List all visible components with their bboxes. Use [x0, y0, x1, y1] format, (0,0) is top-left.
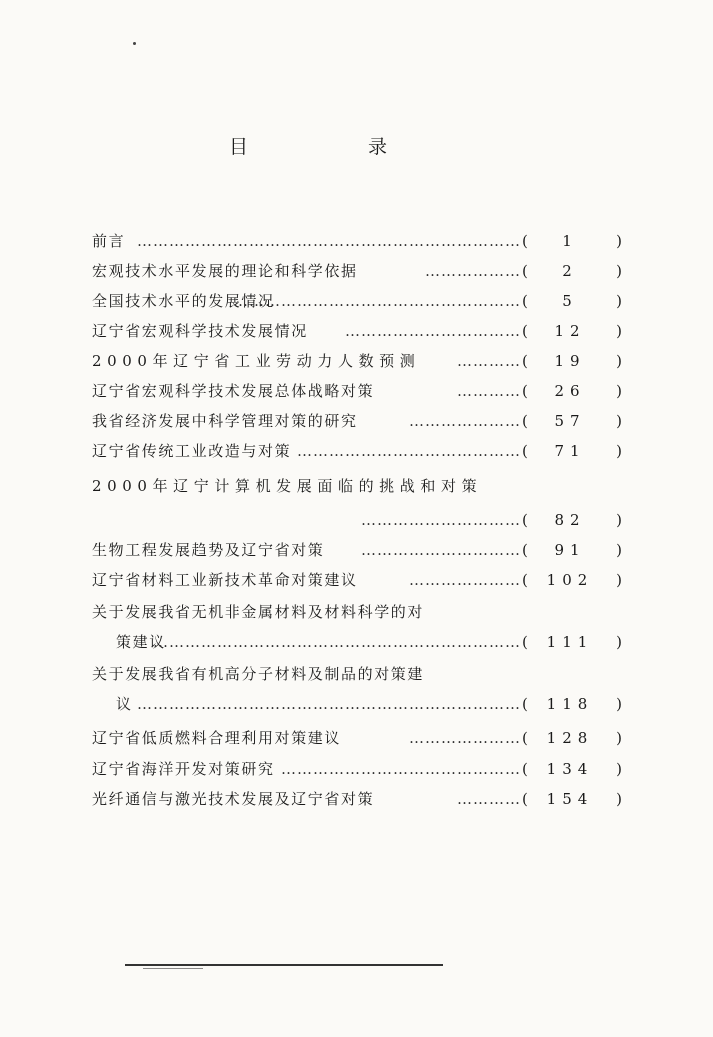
toc-page-ref: ( 91 ) [522, 538, 622, 562]
toc-page-ref: ( 118 ) [522, 692, 622, 716]
leader-dots: ……………… [425, 262, 521, 280]
toc-page-number: 5 [562, 292, 578, 310]
toc-entry-title-cont: 议 [116, 695, 133, 713]
leader-dots: ………… [457, 790, 521, 808]
leader-dots: ……………………………………………………………… [137, 695, 521, 713]
toc-entry-title-cont: 策建议 [116, 633, 166, 651]
toc-entry[interactable] [92, 787, 622, 811]
toc-page-number: 71 [554, 442, 586, 460]
toc-entry-title: 关于发展我省无机非金属材料及材料科学的对 [92, 603, 425, 621]
toc-page-number: 154 [546, 790, 594, 808]
toc-entry[interactable] [92, 379, 622, 403]
toc-entry-title: 关于发展我省有机高分子材料及制品的对策建 [92, 665, 425, 683]
toc-entry-title: 我省经济发展中科学管理对策的研究 [92, 412, 358, 430]
toc-entry[interactable] [92, 409, 622, 433]
leader-dots: ……………………………………………… [233, 292, 521, 310]
toc-page-number: 128 [546, 729, 594, 747]
toc-page-ref: ( 2 ) [522, 259, 622, 283]
toc-page-number: 102 [546, 571, 594, 589]
toc-page-number: 19 [554, 352, 586, 370]
toc-entry[interactable] [92, 538, 622, 562]
toc-page-ref: ( 19 ) [522, 349, 622, 373]
toc-entry-title: 前言 [92, 232, 126, 250]
toc-page-number: 134 [546, 760, 594, 778]
toc-entry-title: 辽宁省传统工业改造与对策 [92, 442, 292, 460]
toc-entry-title: 生物工程发展趋势及辽宁省对策 [92, 541, 325, 559]
toc-entry-title: 宏观技术水平发展的理论和科学依据 [92, 262, 358, 280]
toc-page-ref: ( 5 ) [522, 289, 622, 313]
toc-entry-line1[interactable] [92, 474, 622, 498]
leader-dots: ………………………… [361, 541, 521, 559]
toc-page-number: 118 [546, 695, 594, 713]
leader-dots: …………………………… [345, 322, 521, 340]
toc-page-ref: ( 82 ) [522, 508, 622, 532]
leader-dots: ………………… [409, 729, 521, 747]
toc-entry-line1[interactable] [92, 600, 622, 624]
toc-entry[interactable] [92, 757, 622, 781]
toc-page-number: 91 [554, 541, 586, 559]
toc-entry[interactable] [92, 259, 622, 283]
toc-page-ref: ( 26 ) [522, 379, 622, 403]
toc-page-ref: ( 111 ) [522, 630, 622, 654]
footer-rule-shadow [143, 968, 203, 969]
toc-entry-title: 2000年辽宁计算机发展面临的挑战和对策 [92, 477, 483, 495]
title-right-char: 录 [368, 136, 389, 158]
toc-entry-line2[interactable] [92, 692, 622, 716]
leader-dots: ……………………………………… [281, 760, 521, 778]
toc-entry-title: 全国技术水平的发展情况 [92, 292, 275, 310]
toc-entry[interactable] [92, 349, 622, 373]
toc-page-number: 57 [554, 412, 586, 430]
toc-entry-title: 辽宁省宏观科学技术发展情况 [92, 322, 308, 340]
toc-page-number: 2 [562, 262, 578, 280]
paper-speck [133, 42, 136, 45]
toc-entry-line2[interactable] [92, 508, 622, 532]
toc-page-number: 82 [554, 511, 586, 529]
leader-dots: ……………………………………………………………… [137, 232, 521, 250]
toc-entry[interactable] [92, 289, 622, 313]
toc-entry-line1[interactable] [92, 662, 622, 686]
page-title [0, 132, 713, 166]
leader-dots: …………………………………… [297, 442, 521, 460]
leader-dots: ………………… [409, 412, 521, 430]
toc-page-number: 1 [562, 232, 578, 250]
toc-entry[interactable] [92, 319, 622, 343]
toc-page-ref: ( 57 ) [522, 409, 622, 433]
toc-entry-title: 辽宁省海洋开发对策研究 [92, 760, 275, 778]
toc-entry[interactable] [92, 726, 622, 750]
toc-page-ref: ( 134 ) [522, 757, 622, 781]
toc-entry-line2[interactable] [92, 630, 622, 654]
footer-rule [125, 964, 443, 966]
toc-entry-title: 光纤通信与激光技术发展及辽宁省对策 [92, 790, 375, 808]
toc-page-ref: ( 102 ) [522, 568, 622, 592]
title-left-char: 目 [229, 136, 250, 158]
toc-page-ref: ( 12 ) [522, 319, 622, 343]
toc-entry[interactable] [92, 568, 622, 592]
toc-entry-title: 2000年辽宁省工业劳动力人数预测 [92, 352, 421, 370]
toc-entry[interactable] [92, 229, 622, 253]
leader-dots: …………………………………………………………… [153, 633, 521, 651]
toc-entry-title: 辽宁省宏观科学技术发展总体战略对策 [92, 382, 375, 400]
toc-page-number: 26 [554, 382, 586, 400]
toc-entry-title: 辽宁省材料工业新技术革命对策建议 [92, 571, 358, 589]
leader-dots: ………… [457, 352, 521, 370]
toc-page-number: 12 [554, 322, 586, 340]
toc-entry[interactable] [92, 439, 622, 463]
toc-entry-title: 辽宁省低质燃料合理利用对策建议 [92, 729, 342, 747]
toc-page-ref: ( 71 ) [522, 439, 622, 463]
toc-page-ref: ( 154 ) [522, 787, 622, 811]
leader-dots: ………… [457, 382, 521, 400]
leader-dots: ………………………… [361, 511, 521, 529]
toc-page-number: 111 [546, 633, 594, 651]
toc-page-ref: ( 128 ) [522, 726, 622, 750]
toc-page-ref: ( 1 ) [522, 229, 622, 253]
leader-dots: ………………… [409, 571, 521, 589]
